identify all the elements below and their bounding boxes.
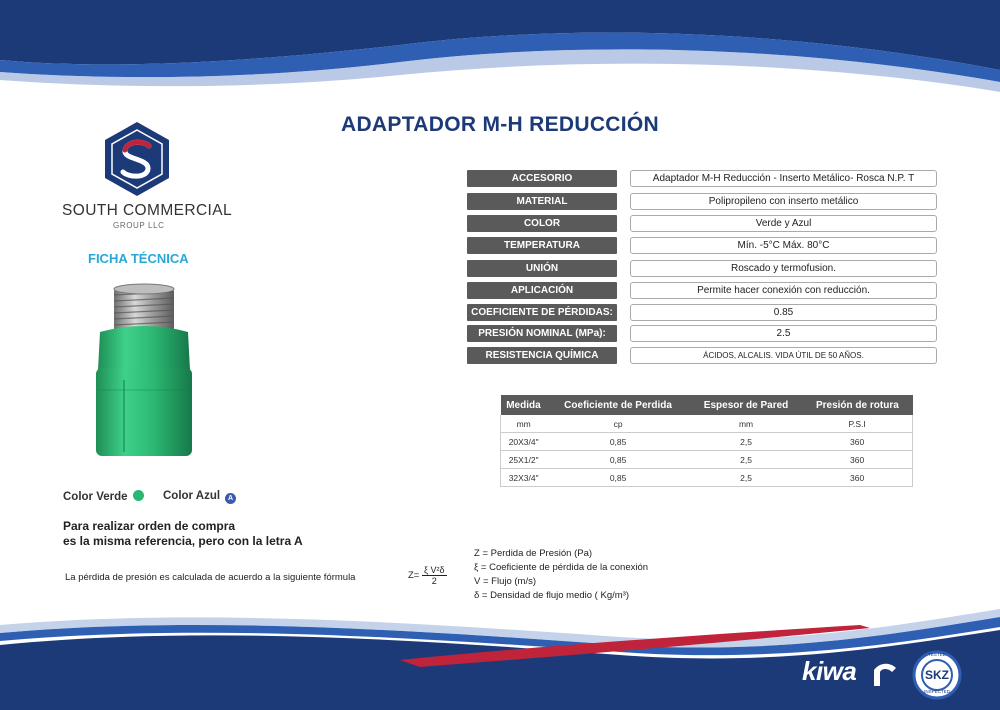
table-cell: 25X1/2": [501, 451, 547, 469]
table-cell: 32X3/4": [501, 469, 547, 487]
table-row: [501, 451, 913, 469]
order-line-1: Para realizar orden de compra: [63, 519, 236, 533]
spec-value-aplicacion: Permite hacer conexión con reducción.: [630, 282, 937, 299]
spec-label-resistencia: RESISTENCIA QUÍMICA: [467, 347, 617, 364]
table-header-espesor: Espesor de Pared: [690, 395, 802, 415]
table-cell: 2,5: [690, 433, 802, 451]
formula-denominator: 2: [431, 576, 437, 586]
formula-lhs: Z=: [408, 570, 420, 581]
legend-line: V = Flujo (m/s): [474, 576, 537, 587]
dimensions-table: [500, 395, 913, 487]
spec-value-material: Polipropileno con inserto metálico: [630, 193, 937, 210]
legend-line: ξ = Coeficiente de pérdida de la conexión: [474, 562, 649, 573]
table-cell: 20X3/4": [501, 433, 547, 451]
spec-label-accesorio: ACCESORIO: [467, 170, 617, 187]
legend-line: Z = Perdida de Presión (Pa): [474, 548, 593, 559]
blue-badge-icon: A: [225, 493, 236, 504]
formula-numerator: ξ V²δ: [424, 565, 445, 575]
spec-value-color: Verde y Azul: [630, 215, 937, 232]
table-cell: P.S.I: [802, 415, 912, 433]
color-verde: [63, 490, 144, 503]
spec-label-coeficiente: COEFICIENTE DE PÉRDIDAS:: [467, 304, 617, 321]
pressure-loss-note: La pérdida de presión es calculada de acuerdo a la siguiente fórmula: [65, 572, 356, 583]
product-image: [80, 280, 210, 465]
table-cell: 0,85: [546, 451, 689, 469]
header-wave: [0, 0, 1000, 130]
skz-top-label: TESTED: [928, 652, 946, 657]
skz-label: SKZ: [925, 668, 949, 682]
product-title: ADAPTADOR M-H REDUCCIÓN: [341, 113, 659, 136]
table-cell: 2,5: [690, 469, 802, 487]
green-dot-icon: [133, 490, 144, 501]
spec-label-aplicacion: APLICACIÓN: [467, 282, 617, 299]
table-row: [501, 433, 913, 451]
spec-value-accesorio: Adaptador M-H Reducción - Inserto Metálico- Rosca N.P. T: [630, 170, 937, 187]
spec-label-material: MATERIAL: [467, 193, 617, 210]
table-units-row: [501, 415, 913, 433]
color-azul-label: Color Azul: [163, 490, 221, 502]
table-cell: 360: [802, 433, 912, 451]
color-azul: [163, 490, 236, 504]
table-header-coeficiente: Coeficiente de Perdida: [546, 395, 689, 415]
legend-line: δ = Densidad de flujo medio ( Kg/m³): [474, 590, 629, 601]
table-header-presion: Presión de rotura: [802, 395, 912, 415]
skz-bottom-label: INSPECTED: [924, 689, 950, 694]
table-cell: mm: [501, 415, 547, 433]
color-verde-label: Color Verde: [63, 491, 128, 503]
spec-label-color: COLOR: [467, 215, 617, 232]
spec-label-temperatura: TEMPERATURA: [467, 237, 617, 254]
spec-label-presion: PRESIÓN NOMINAL (MPa):: [467, 325, 617, 342]
spec-value-temperatura: Mín. -5°C Máx. 80°C: [630, 237, 937, 254]
kiwa-logo: kiwa: [802, 656, 857, 686]
spec-value-union: Roscado y termofusion.: [630, 260, 937, 277]
spec-value-presion: 2.5: [630, 325, 937, 342]
table-cell: cp: [546, 415, 689, 433]
company-name: SOUTH COMMERCIAL: [62, 202, 233, 219]
ficha-tecnica-heading: FICHA TÉCNICA: [88, 251, 189, 266]
table-cell: 0,85: [546, 433, 689, 451]
table-header-medida: Medida: [501, 395, 547, 415]
pressure-formula: [408, 565, 447, 586]
kiwa-mark-icon: [872, 660, 898, 688]
spec-value-resistencia: ÁCIDOS, ALCALIS. VIDA ÚTIL DE 50 AÑOS.: [630, 347, 937, 364]
spec-value-coeficiente: 0.85: [630, 304, 937, 321]
table-cell: 360: [802, 451, 912, 469]
table-cell: 360: [802, 469, 912, 487]
table-header-row: [501, 395, 913, 415]
company-subtitle: GROUP LLC: [113, 221, 165, 230]
formula-legend: [474, 547, 648, 603]
table-cell: mm: [690, 415, 802, 433]
table-cell: 0,85: [546, 469, 689, 487]
order-note: [63, 519, 303, 549]
order-line-2: es la misma referencia, pero con la letra A: [63, 534, 303, 548]
table-cell: 2,5: [690, 451, 802, 469]
table-row: [501, 469, 913, 487]
spec-label-union: UNIÓN: [467, 260, 617, 277]
